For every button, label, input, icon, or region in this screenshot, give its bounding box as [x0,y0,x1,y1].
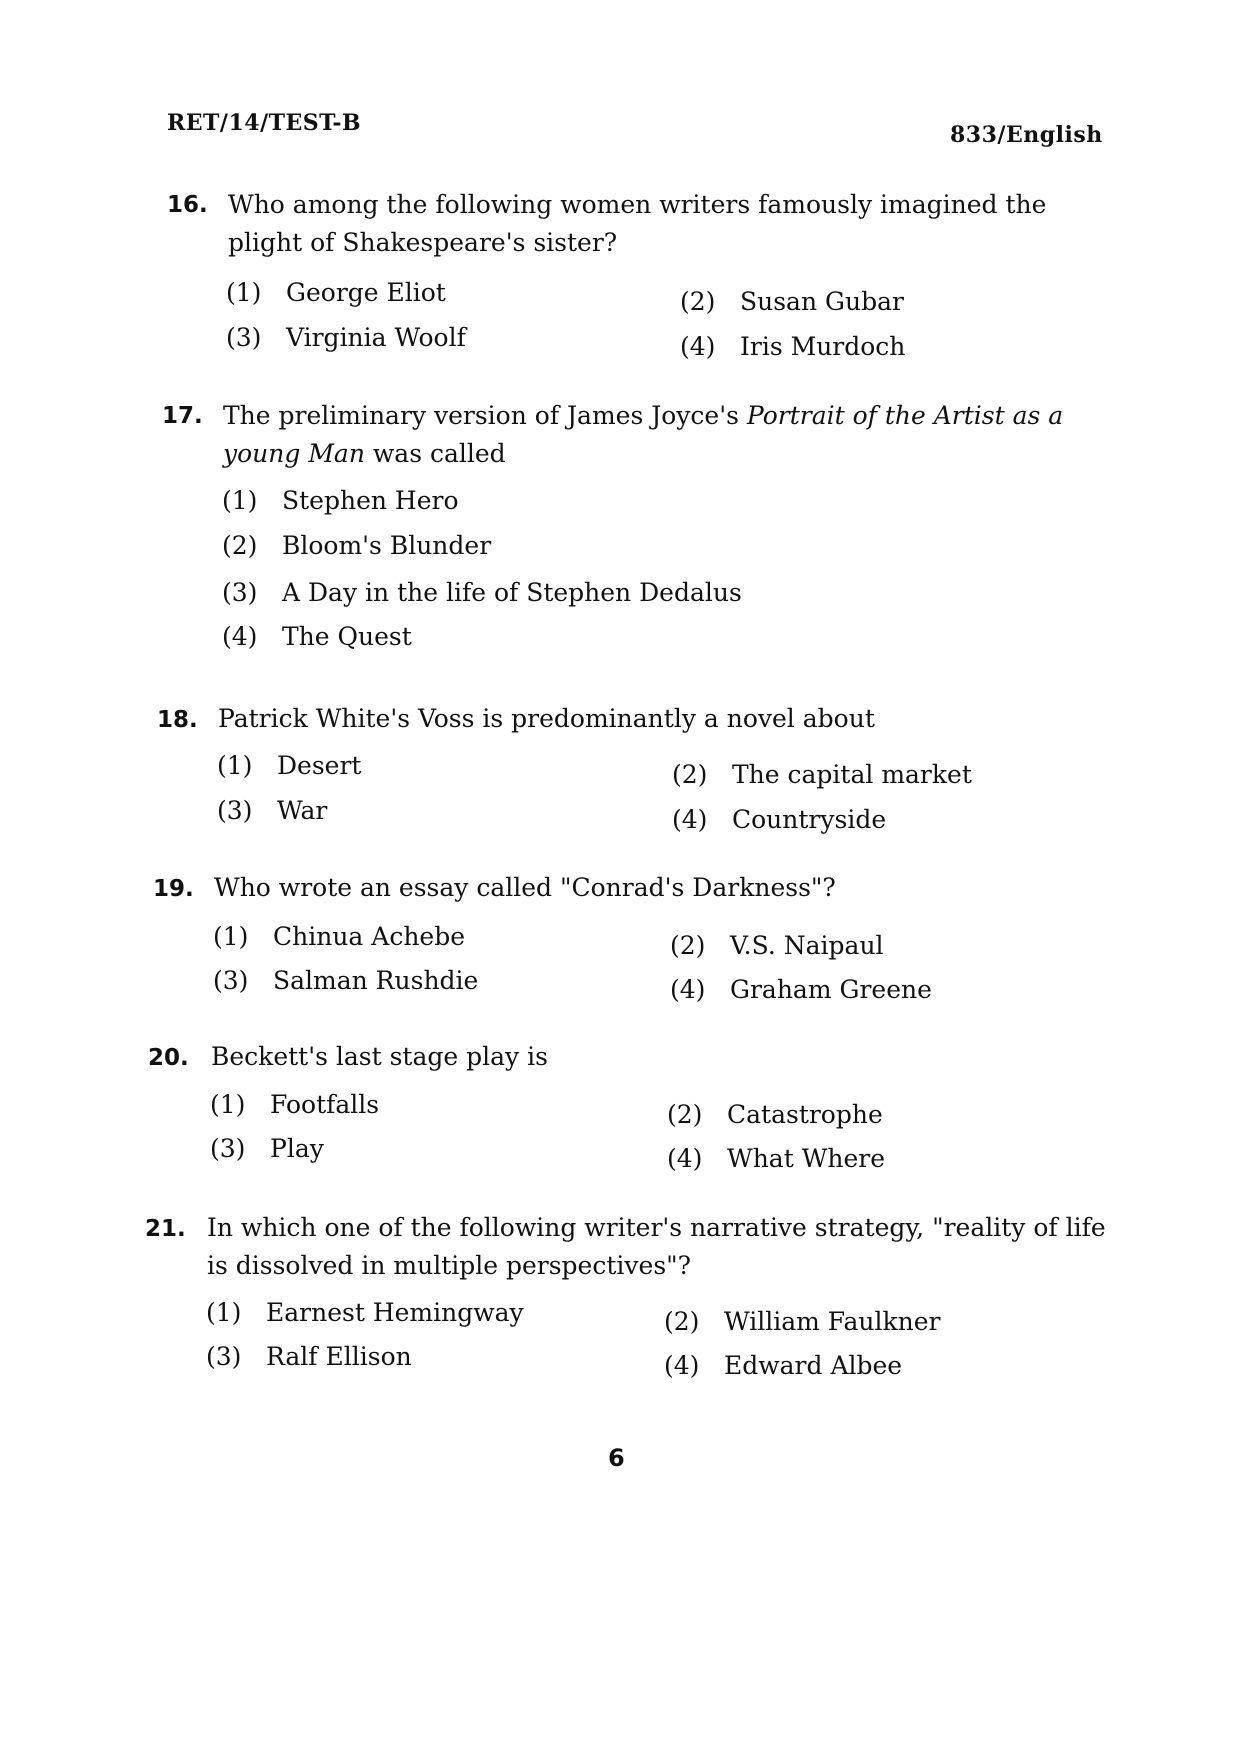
option-number: (3) [226,323,262,352]
subject-code: 833/English [950,122,1103,148]
option-3 [217,796,327,825]
option-text: The capital market [732,760,972,789]
option-text: Salman Rushdie [273,966,479,995]
question-number: 18. [157,707,198,733]
option-number: (2) [664,1307,700,1336]
option-3 [213,966,478,995]
option-number: (1) [213,922,249,951]
option-2 [664,1307,940,1336]
option-number: (1) [222,486,258,515]
option-2 [670,931,884,960]
option-number: (2) [667,1100,703,1129]
option-4 [664,1351,902,1380]
option-text: V.S. Naipaul [730,931,884,960]
option-1 [213,922,465,951]
option-number: (3) [206,1342,242,1371]
option-2 [680,287,904,316]
option-number: (1) [217,751,253,780]
option-1 [217,751,361,780]
question-text: Who wrote an essay called "Conrad's Darkness"? [214,873,836,902]
option-number: (2) [680,287,716,316]
option-4 [672,805,886,834]
option-4 [670,975,932,1004]
option-number: (4) [222,622,258,651]
page-number: 6 [608,1444,625,1472]
option-number: (4) [672,805,708,834]
option-text: Chinua Achebe [273,922,466,951]
option-text: What Where [727,1144,886,1173]
option-number: (2) [222,531,258,560]
question-text-part: was called [364,439,506,468]
question-text: In which one of the following writer's narrative strategy, "reality of life is dissolved in multiple perspectives"? [207,1213,1106,1280]
option-text: William Faulkner [724,1307,941,1336]
paper-code: RET/14/TEST-B [167,110,362,136]
question-number: 21. [145,1216,186,1242]
option-1 [222,486,459,515]
option-4 [667,1144,885,1173]
option-text: Play [270,1134,324,1163]
question-number: 16. [167,192,208,218]
option-1 [226,278,446,307]
option-4 [680,332,905,361]
option-number: (4) [664,1351,700,1380]
option-text: Susan Gubar [740,287,904,316]
option-text: Graham Greene [730,975,932,1004]
option-number: (4) [667,1144,703,1173]
option-2 [222,531,491,560]
option-number: (2) [670,931,706,960]
option-text: Iris Murdoch [740,332,906,361]
option-text: Catastrophe [727,1100,883,1129]
option-text: A Day in the life of Stephen Dedalus [282,578,742,607]
option-text: George Eliot [286,278,446,307]
option-3 [210,1134,324,1163]
option-2 [672,760,972,789]
option-2 [667,1100,883,1129]
option-3 [206,1342,412,1371]
option-3 [226,323,466,352]
option-number: (2) [672,760,708,789]
option-number: (3) [210,1134,246,1163]
option-number: (3) [213,966,249,995]
option-1 [210,1090,379,1119]
option-number: (4) [670,975,706,1004]
option-number: (4) [680,332,716,361]
question-number: 19. [153,876,194,902]
option-text: War [277,796,328,825]
option-number: (1) [226,278,262,307]
option-text: Bloom's Blunder [282,531,492,560]
question-number: 17. [162,403,203,429]
option-number: (1) [206,1298,242,1327]
option-text: The Quest [282,622,412,651]
option-text: Ralf Ellison [266,1342,412,1371]
option-text: Stephen Hero [282,486,459,515]
option-text: Edward Albee [724,1351,903,1380]
option-text: Earnest Hemingway [266,1298,524,1327]
option-1 [206,1298,524,1327]
question-text: Beckett's last stage play is [211,1042,548,1071]
option-4 [222,622,412,651]
question-text-part: The preliminary version of James Joyce's [223,401,747,430]
question-text [223,397,1133,473]
option-number: (3) [217,796,253,825]
option-text: Virginia Woolf [286,323,466,352]
question-text: Patrick White's Voss is predominantly a novel about [218,704,875,733]
book-title: Portrait of the Artist as a young Man [223,401,1064,468]
question-text: Who among the following women writers famously imagined the plight of Shakespeare's sister? [228,190,1047,257]
option-number: (3) [222,578,258,607]
option-text: Footfalls [270,1090,380,1119]
option-text: Countryside [732,805,887,834]
option-number: (1) [210,1090,246,1119]
option-text: Desert [277,751,362,780]
question-number: 20. [148,1045,189,1071]
option-3 [222,578,742,607]
